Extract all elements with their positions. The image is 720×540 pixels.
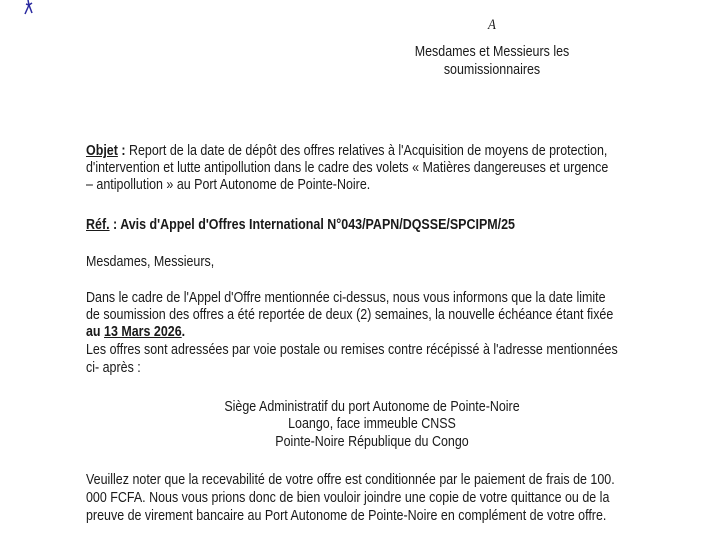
deadline-date: 13 Mars 2026: [104, 324, 182, 340]
deadline-line: [86, 324, 185, 341]
reference-label: Réf.: [86, 217, 110, 233]
address-line: Pointe-Noire République du Congo: [275, 434, 469, 450]
body-line: Les offres sont adressées par voie postale ou remises contre récépissé à l'adresse mentionnées: [86, 342, 618, 358]
deadline-prefix: au: [86, 324, 105, 340]
subject-label: Objet: [86, 143, 118, 159]
reference-line: [86, 217, 515, 234]
subject-sep: :: [117, 143, 129, 159]
subject-line: – antipollution » au Port Autonome de Pointe-Noire.: [86, 177, 371, 193]
body-line: Veuillez noter que la recevabilité de votre offre est conditionnée par le paiement de frais de 100.: [86, 472, 615, 488]
deadline-suffix: .: [181, 324, 186, 340]
body-line: preuve de virement bancaire au Port Autonome de Pointe-Noire en complément de votre offre.: [86, 508, 607, 524]
recipient-line: Mesdames et Messieurs les: [414, 44, 570, 60]
subject-text: Report de la date de dépôt des offres relatives à l'Acquisition de moyens de protection,: [128, 143, 608, 159]
address-line: Siège Administratif du port Autonome de Pointe-Noire: [224, 399, 520, 415]
body-line: Dans le cadre de l'Appel d'Offre mentionnée ci-dessus, nous vous informons que la date limite: [86, 290, 606, 306]
subject-line: [86, 143, 607, 160]
body-line: ci- après :: [86, 360, 141, 376]
reference-text: : Avis d'Appel d'Offres International N°043/PAPN/DQSSE/SPCIPM/25: [109, 217, 516, 233]
ink-mark-icon: [22, 0, 36, 16]
address-line: Loango, face immeuble CNSS: [288, 416, 456, 432]
body-line: 000 FCFA. Nous vous prions donc de bien vouloir joindre une copie de votre quittance ou de la: [86, 490, 610, 506]
recipient-prefix: A: [488, 17, 496, 33]
body-line: de soumission des offres a été reportée de deux (2) semaines, la nouvelle échéance étant fixée: [86, 307, 614, 323]
subject-line: d'intervention et lutte antipollution dans le cadre des volets « Matières dangereuses et urgence: [86, 160, 609, 176]
salutation: Mesdames, Messieurs,: [86, 254, 215, 270]
recipient-line: soumissionnaires: [443, 62, 541, 78]
